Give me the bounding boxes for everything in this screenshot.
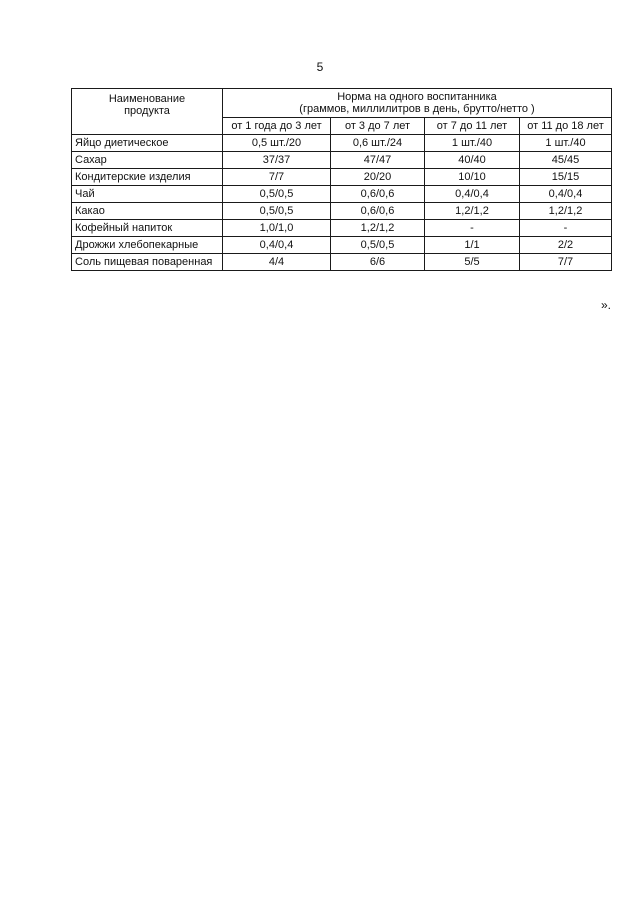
norm-value: 5/5: [425, 254, 520, 271]
product-name: Соль пищевая поваренная: [72, 254, 223, 271]
product-name: Сахар: [72, 152, 223, 169]
norm-value: 1,2/1,2: [520, 203, 612, 220]
closing-quote-mark: ».: [601, 298, 612, 312]
norm-value: -: [425, 220, 520, 237]
norm-value: -: [520, 220, 612, 237]
product-name: Чай: [72, 186, 223, 203]
table-row: [72, 152, 612, 169]
norm-value: 15/15: [520, 169, 612, 186]
norm-value: 1 шт./40: [425, 135, 520, 152]
table-row: [72, 186, 612, 203]
page-number: 5: [316, 60, 324, 74]
norm-value: 1/1: [425, 237, 520, 254]
norm-header: [223, 89, 612, 118]
norm-value: 0,5/0,5: [223, 186, 331, 203]
product-name: Яйцо диетическое: [72, 135, 223, 152]
norm-value: 0,4/0,4: [425, 186, 520, 203]
norm-value: 0,5/0,5: [331, 237, 425, 254]
table-header-row: [72, 89, 612, 118]
age-group-header: от 3 до 7 лет: [331, 118, 425, 135]
norm-value: 1,2/1,2: [425, 203, 520, 220]
food-norms-table: [71, 88, 612, 271]
norm-value: 7/7: [520, 254, 612, 271]
norm-value: 0,5 шт./20: [223, 135, 331, 152]
table-row: [72, 254, 612, 271]
norm-value: 7/7: [223, 169, 331, 186]
norm-value: 20/20: [331, 169, 425, 186]
table-row: [72, 135, 612, 152]
table-row: [72, 220, 612, 237]
norm-value: 1,0/1,0: [223, 220, 331, 237]
norm-value: 0,6/0,6: [331, 203, 425, 220]
norm-value: 0,4/0,4: [223, 237, 331, 254]
table-row: [72, 203, 612, 220]
norm-value: 47/47: [331, 152, 425, 169]
norm-value: 1 шт./40: [520, 135, 612, 152]
norm-value: 1,2/1,2: [331, 220, 425, 237]
norm-value: 10/10: [425, 169, 520, 186]
norm-value: 6/6: [331, 254, 425, 271]
norm-value: 0,6 шт./24: [331, 135, 425, 152]
age-group-header: от 11 до 18 лет: [520, 118, 612, 135]
product-name-header: Наименование продукта: [72, 89, 223, 135]
product-name: Какао: [72, 203, 223, 220]
norm-value: 2/2: [520, 237, 612, 254]
norm-value: 0,5/0,5: [223, 203, 331, 220]
norm-value: 45/45: [520, 152, 612, 169]
norm-value: 4/4: [223, 254, 331, 271]
age-group-header: от 1 года до 3 лет: [223, 118, 331, 135]
product-name: Кондитерские изделия: [72, 169, 223, 186]
product-name: Дрожжи хлебопекарные: [72, 237, 223, 254]
age-group-header: от 7 до 11 лет: [425, 118, 520, 135]
table-row: [72, 169, 612, 186]
norm-value: 40/40: [425, 152, 520, 169]
table-row: [72, 237, 612, 254]
norm-header-title: Норма на одного воспитанника: [337, 91, 497, 103]
norm-value: 0,6/0,6: [331, 186, 425, 203]
norm-value: 37/37: [223, 152, 331, 169]
norm-value: 0,4/0,4: [520, 186, 612, 203]
product-name: Кофейный напиток: [72, 220, 223, 237]
norm-header-units: (граммов, миллилитров в день, брутто/нетто ): [299, 103, 535, 115]
